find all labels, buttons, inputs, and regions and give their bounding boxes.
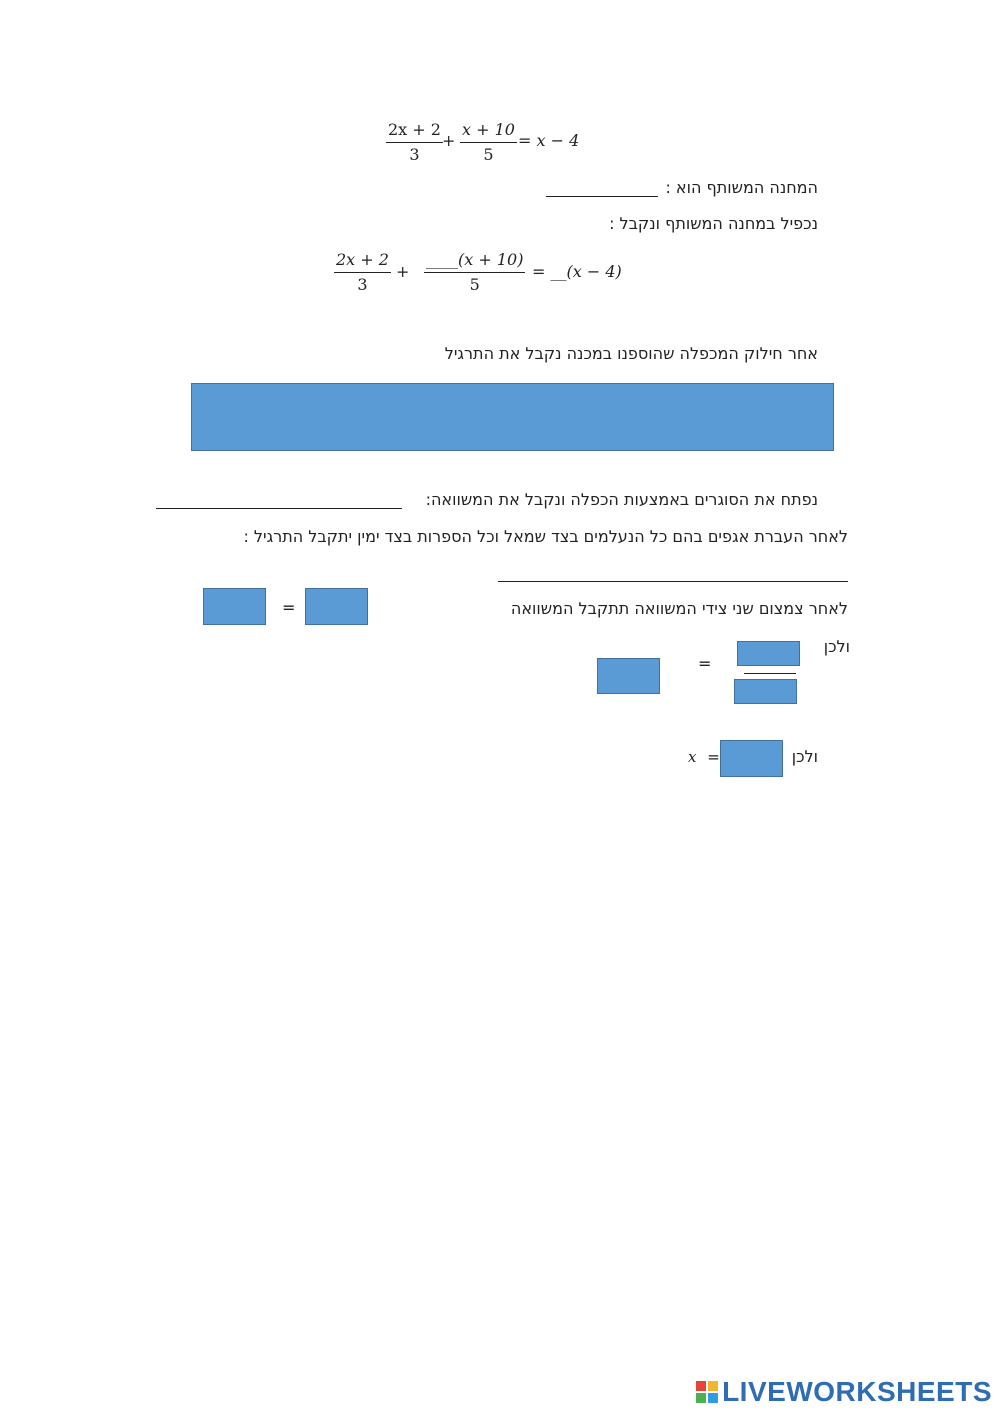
- x-equals: [688, 748, 720, 766]
- logo-square-green: [696, 1393, 706, 1403]
- x-variable: x: [688, 748, 697, 766]
- fraction-denominator: 5: [469, 275, 480, 294]
- fraction-denominator: 3: [357, 275, 368, 294]
- logo-square-blue: [708, 1393, 718, 1403]
- answer-box-fraction-result[interactable]: [597, 658, 660, 694]
- fraction-numerator: 2x + 2: [334, 248, 391, 273]
- therefore-label-2: ולכן: [791, 747, 818, 766]
- answer-box-collect-left[interactable]: [203, 588, 266, 625]
- logo-square-yellow: [708, 1381, 718, 1391]
- logo-icon: [696, 1381, 718, 1403]
- answer-box-exercise[interactable]: [191, 383, 834, 451]
- equation-1-rhs: = x − 4: [518, 131, 580, 150]
- answer-box-fraction-denominator[interactable]: [734, 679, 797, 704]
- equation-2-rhs: = __(x − 4): [532, 262, 622, 281]
- fraction-denominator: 3: [409, 145, 420, 164]
- equation-2: [334, 248, 644, 300]
- logo-square-red: [696, 1381, 706, 1391]
- fraction-numerator: 2x + 2: [386, 118, 443, 143]
- move-terms-instruction: לאחר העברת אגפים בהם כל הנעלמים בצד שמאל וכל הספרות בצד ימין יתקבל התרגיל :: [243, 527, 848, 546]
- answer-box-collect-right[interactable]: [305, 588, 368, 625]
- open-brackets-answer-line[interactable]: [156, 508, 402, 509]
- equals-sign: =: [698, 654, 712, 673]
- liveworksheets-logo: [696, 1376, 992, 1408]
- equation-2-fraction-1: [334, 248, 391, 297]
- answer-box-fraction-numerator[interactable]: [737, 641, 800, 666]
- after-divide-instruction: אחר חילוק המכפלה שהוספנו במכנה נקבל את התרגיל: [444, 344, 818, 363]
- equation-1: [380, 118, 590, 170]
- logo-text: LIVEWORKSHEETS: [722, 1376, 992, 1407]
- open-brackets-instruction: נפתח את הסוגרים באמצעות הכפלה ונקבל את המשוואה:: [425, 490, 818, 509]
- fraction-bar: [744, 673, 796, 674]
- common-denominator-prompt: [665, 178, 818, 197]
- fraction-numerator: x + 10: [460, 118, 517, 143]
- equation-1-fraction-1: [386, 118, 443, 167]
- common-denominator-label: המחנה המשותף הוא :: [665, 178, 818, 197]
- answer-box-x-value[interactable]: [720, 740, 783, 777]
- plus-sign: +: [442, 131, 456, 150]
- fraction-numerator: ____(x + 10): [424, 248, 525, 273]
- move-terms-answer-line[interactable]: [498, 581, 848, 582]
- equation-1-fraction-2: [460, 118, 517, 167]
- multiply-instruction: נכפיל במחנה המשותף ונקבל :: [609, 214, 818, 233]
- equation-2-fraction-2: [424, 248, 525, 297]
- plus-sign: +: [396, 262, 410, 281]
- equals-sign: =: [282, 598, 296, 617]
- equals-sign: =: [707, 748, 720, 766]
- common-denominator-answer-line[interactable]: [546, 196, 658, 197]
- collect-instruction: לאחר צמצום שני צידי המשוואה תתקבל המשוואה: [510, 599, 848, 618]
- fraction-denominator: 5: [483, 145, 494, 164]
- therefore-label-1: ולכן: [823, 637, 850, 656]
